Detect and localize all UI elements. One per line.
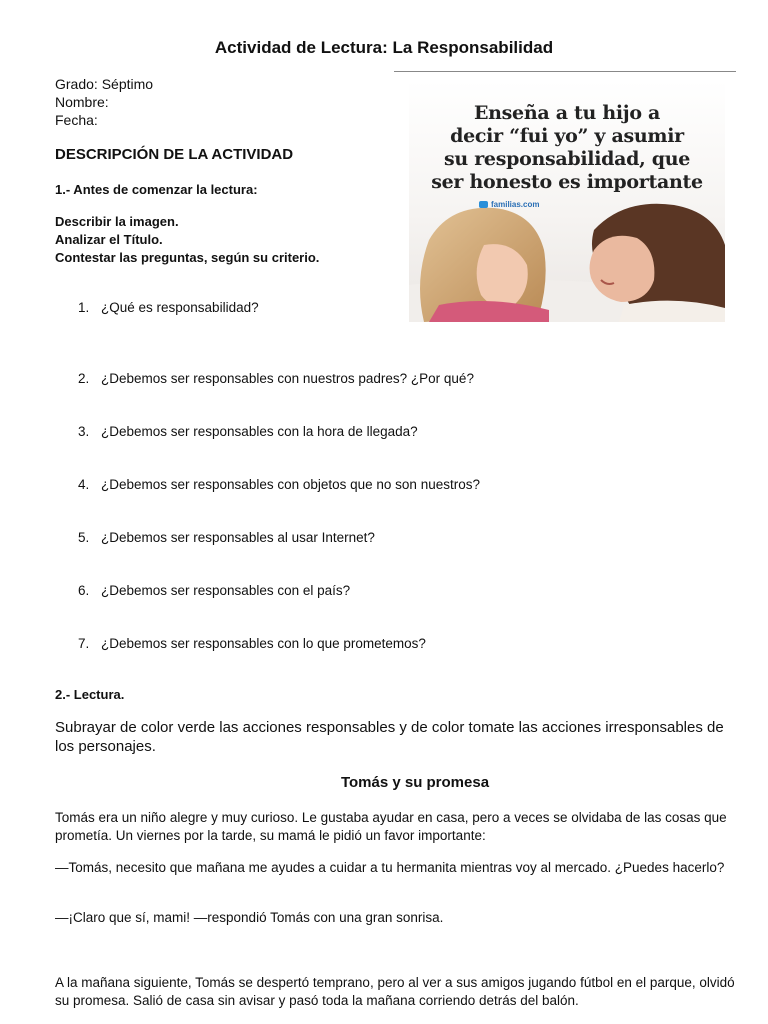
reading-heading: 2.- Lectura. <box>55 687 125 702</box>
date-label: Fecha: <box>55 112 98 128</box>
question-text: ¿Debemos ser responsables con lo que prometemos? <box>101 636 426 651</box>
image-logo-text: familias.com <box>491 200 540 209</box>
image-caption-line: su responsabilidad, que <box>443 148 691 170</box>
question-item <box>78 583 350 598</box>
question-text: ¿Debemos ser responsables con objetos que no son nuestros? <box>101 477 480 492</box>
story-title: Tomás y su promesa <box>340 774 490 791</box>
image-logo <box>479 200 539 209</box>
question-item <box>78 477 480 492</box>
before-reading-heading: 1.- Antes de comenzar la lectura: <box>55 182 258 197</box>
question-number: 5. <box>78 530 90 545</box>
image-caption-line: ser honesto es importante <box>431 171 703 193</box>
question-text: ¿Qué es responsabilidad? <box>101 300 259 315</box>
document-title: Actividad de Lectura: La Responsabilidad <box>214 38 554 57</box>
question-number: 3. <box>78 424 90 439</box>
question-number: 7. <box>78 636 90 651</box>
name-label: Nombre: <box>55 94 109 110</box>
question-item <box>78 371 474 386</box>
question-text: ¿Debemos ser responsables con la hora de llegada? <box>101 424 418 439</box>
grade-label: Grado: Séptimo <box>55 76 154 92</box>
image-caption <box>409 102 725 194</box>
story-paragraph: A la mañana siguiente, Tomás se despertó temprano, pero al ver a sus amigos jugando fútbol en el parque, olvidó su promesa. Salió de casa sin avisar y pasó toda la mañana corriendo detrás del balón. <box>55 975 735 1008</box>
question-item <box>78 530 375 545</box>
question-number: 6. <box>78 583 90 598</box>
question-item <box>78 424 418 439</box>
question-number: 1. <box>78 300 90 315</box>
story-paragraph: —Tomás, necesito que mañana me ayudes a cuidar a tu hermanita mientras voy al mercado. ¿Puedes hacerlo? <box>55 860 725 875</box>
question-number: 4. <box>78 477 90 492</box>
question-text: ¿Debemos ser responsables con el país? <box>101 583 351 598</box>
image-caption-line: Enseña a tu hijo a <box>473 102 661 124</box>
instruction-item: Contestar las preguntas, según su criterio. <box>55 250 320 265</box>
logo-icon <box>479 201 488 208</box>
description-heading: DESCRIPCIÓN DE LA ACTIVIDAD <box>55 146 294 163</box>
image-caption-line: decir “fui yo” y asumir <box>450 125 684 147</box>
question-text: ¿Debemos ser responsables al usar Internet? <box>101 530 375 545</box>
title-divider <box>394 71 736 72</box>
story-paragraph: —¡Claro que sí, mami! —respondió Tomás con una gran sonrisa. <box>55 910 444 925</box>
question-item <box>78 636 426 651</box>
illustration-image <box>409 80 725 322</box>
story-paragraph: Tomás era un niño alegre y muy curioso. Le gustaba ayudar en casa, pero a veces se olvidaba de las cosas que prometía. Un viernes por la tarde, su mamá le pidió un favor importante: <box>55 810 727 843</box>
instruction-item: Analizar el Título. <box>55 232 163 247</box>
reading-instruction: Subrayar de color verde las acciones responsables y de color tomate las acciones irresponsables de los personajes. <box>55 719 724 755</box>
question-item <box>78 300 259 315</box>
question-number: 2. <box>78 371 90 386</box>
instruction-item: Describir la imagen. <box>55 214 179 229</box>
question-text: ¿Debemos ser responsables con nuestros padres? ¿Por qué? <box>101 371 474 386</box>
